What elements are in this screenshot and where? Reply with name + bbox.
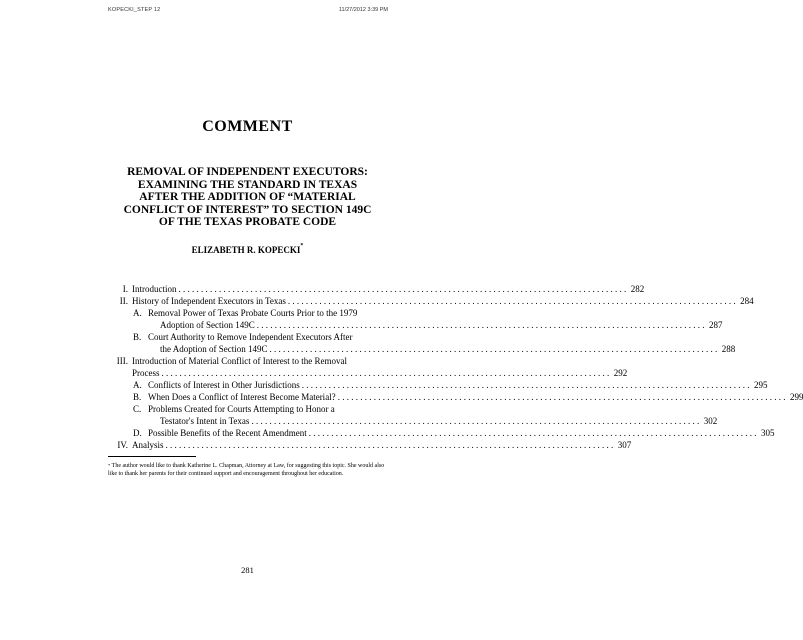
toc-entry-number: IV. [117,440,128,450]
table-of-contents [108,283,803,451]
toc-leader-dots [251,415,699,427]
article-title-line: REMOVAL OF INDEPENDENT EXECUTORS: [127,166,368,178]
page-number: 281 [241,565,254,575]
header-left: KOPECKI_STEP 12 [108,7,161,13]
toc-entry-number: A. [133,380,142,390]
header-right: 11/27/2012 3:39 PM [338,7,388,13]
toc-entry-number: B. [133,332,142,342]
toc-leader-dots [166,439,614,451]
toc-entry [108,391,803,403]
toc-leader-dots [162,367,610,379]
toc-entry [108,379,768,391]
footnote-divider [108,456,196,457]
toc-entry [108,367,628,379]
toc-entry-page: 305 [760,428,775,438]
author-footnote-mark: * [300,243,304,249]
toc-leader-dots [288,295,736,307]
footnote-mark: * [108,463,111,468]
toc-entry-title: Possible Benefits of the Recent Amendment [148,428,307,438]
toc-entry-title: Process [132,368,160,378]
toc-leader-dots [338,391,786,403]
toc-entry-page: 292 [613,368,628,378]
toc-entry-title: the Adoption of Section 149C [160,344,268,354]
toc-entry-title: Introduction [132,284,177,294]
article-title [0,166,495,229]
toc-leader-dots [302,379,750,391]
toc-entry [108,331,388,343]
toc-entry-page: 307 [617,440,632,450]
toc-entry-title: History of Independent Executors in Texas [132,296,286,306]
toc-entry-number: C. [133,404,142,414]
footnote [108,462,390,478]
toc-entry-title: Introduction of Material Conflict of Interest to the Removal [132,356,347,366]
toc-entry-title: Court Authority to Remove Independent Executors After [148,332,353,342]
toc-entry [108,319,723,331]
article-title-line: CONFLICT OF INTEREST” TO SECTION 149C [123,203,372,216]
toc-entry [108,439,632,451]
toc-entry-title: Adoption of Section 149C [160,320,255,330]
toc-entry-title: Analysis [132,440,164,450]
toc-entry [108,343,736,355]
toc-leader-dots [270,343,718,355]
toc-entry-title: Testator's Intent in Texas [160,416,250,426]
footnote-text: The author would like to thank Katherine L. Chapman, Attorney at Law, for suggesting this topic. She would also like to thank her parents for their continued support and encouragement throughout her education. [108,463,385,478]
article-title-line: AFTER THE ADDITION OF “MATERIAL [139,191,356,203]
toc-entry [108,307,388,319]
article-title-line: EXAMINING THE STANDARD IN TEXAS [137,178,358,191]
toc-entry-page: 282 [630,284,645,294]
toc-entry-page: 284 [740,296,754,306]
toc-entry-title: Conflicts of Interest in Other Jurisdictions [148,380,300,390]
toc-entry [108,403,388,415]
toc-entry [108,355,388,367]
toc-entry-number: II. [119,296,128,306]
author-name: ELIZABETH R. KOPECKI [191,245,301,255]
toc-entry-number: B. [133,392,142,402]
toc-entry-page: 302 [703,416,718,426]
article-title-line: OF THE TEXAS PROBATE CODE [158,216,337,228]
author-byline [0,245,495,255]
toc-leader-dots [309,427,757,439]
toc-entry-title: Problems Created for Courts Attempting to Honor a [148,404,335,414]
toc-entry [108,295,754,307]
toc-entry-page: 288 [721,344,736,354]
section-heading: COMMENT [202,118,293,135]
toc-entry [108,427,775,439]
toc-entry-title: Removal Power of Texas Probate Courts Prior to the 1979 [148,308,358,318]
toc-entry-number: I. [122,284,128,294]
toc-entry-number: D. [133,428,142,438]
toc-leader-dots [179,283,627,295]
toc-entry-number: A. [133,308,142,318]
toc-entry-page: 299 [789,392,803,402]
toc-entry-page: 287 [709,320,723,330]
toc-entry [108,415,718,427]
toc-entry-number: III. [116,356,128,366]
toc-entry [108,283,645,295]
toc-leader-dots [257,319,705,331]
toc-entry-title: When Does a Conflict of Interest Become Material? [148,392,336,402]
toc-entry-page: 295 [753,380,768,390]
